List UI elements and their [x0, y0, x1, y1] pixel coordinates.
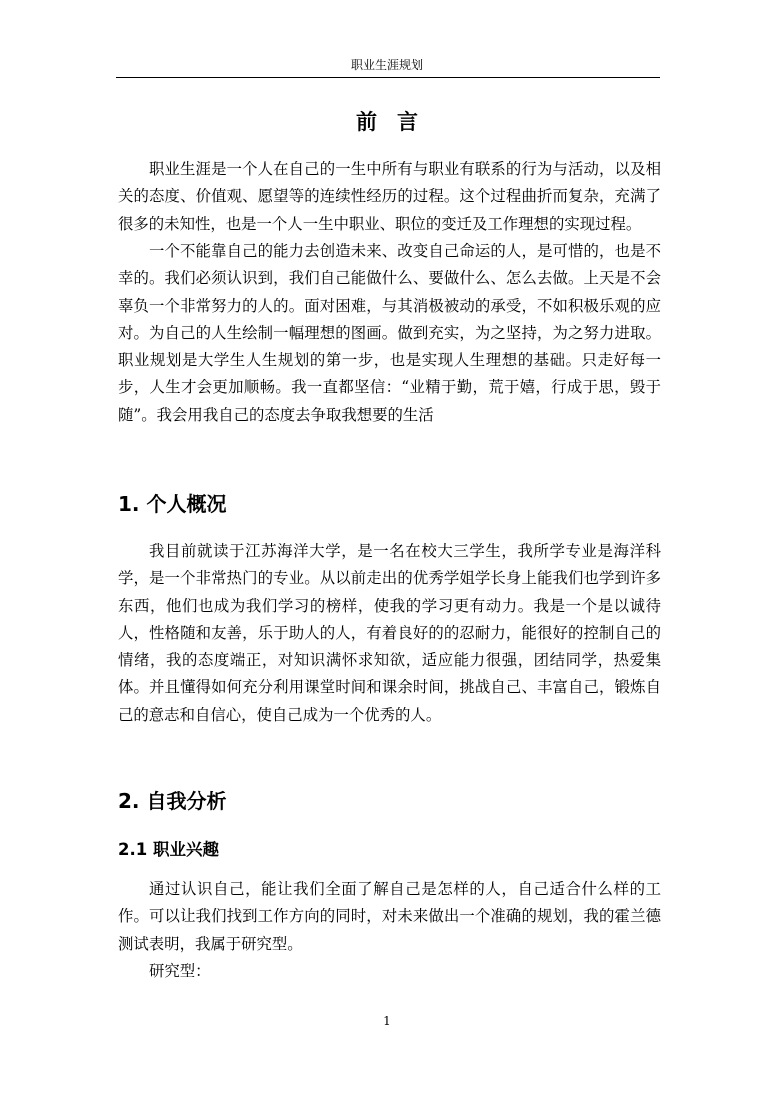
preface-title: 前言	[356, 110, 438, 134]
preface-paragraph-2: 一个不能靠自己的能力去创造未来、改变自己命运的人，是可惜的，也是不幸的。我们必须认识到，我们自己能做什么、要做什么、怎么去做。上天是不会辜负一个非常努力的人的。面对困难，与其消极被动的承受，不如积极乐观的应对。为自己的人生绘制一幅理想的图画。做到充实，为之坚持，为之努力进取。职业规划是大学生人生规划的第一步，也是实现人生理想的基础。只走好每一步，人生才会更加顺畅。我一直都坚信：“业精于勤，荒于嬉，行成于思，毁于随”。我会用我自己的态度去争取我想要的生活	[118, 242, 661, 424]
personal-overview-paragraph: 我目前就读于江苏海洋大学，是一名在校大三学生，我所学专业是海洋科学，是一个非常热门的专业。从以前走出的优秀学姐学长身上能我们也学到许多东西，他们也成为我们学习的榜样，使我的学习更有动力。我是一个是以诚待人，性格随和友善，乐于助人的人，有着良好的的忍耐力，能很好的控制自己的情绪，我的态度端正，对知识满怀求知欲，适应能力很强，团结同学，热爱集体。并且懂得如何充分利用课堂时间和课余时间，挑战自己、丰富自己，锻炼自己的意志和自信心，使自己成为一个优秀的人。	[118, 542, 661, 724]
research-type-label: 研究型：	[149, 962, 211, 980]
running-header: 职业生涯规划	[350, 58, 423, 72]
subsection-heading-career-interest: 2.1 职业兴趣	[118, 840, 219, 859]
header-divider	[116, 77, 660, 78]
career-interest-paragraph: 通过认识自己，能让我们全面了解自己是怎样的人，自己适合什么样的工作。可以让我们找到工作方向的同时，对未来做出一个准确的规划，我的霍兰德测试表明，我属于研究型。	[118, 880, 661, 953]
section-heading-personal-overview: 1. 个人概况	[118, 492, 227, 516]
page-number: 1	[383, 1014, 391, 1028]
section-heading-self-analysis: 2. 自我分析	[118, 789, 227, 813]
preface-paragraph-1: 职业生涯是一个人在自己的一生中所有与职业有联系的行为与活动，以及相关的态度、价值观、愿望等的连续性经历的过程。这个过程曲折而复杂，充满了很多的未知性，也是一个人一生中职业、职位的变迁及工作理想的实现过程。	[118, 160, 661, 233]
